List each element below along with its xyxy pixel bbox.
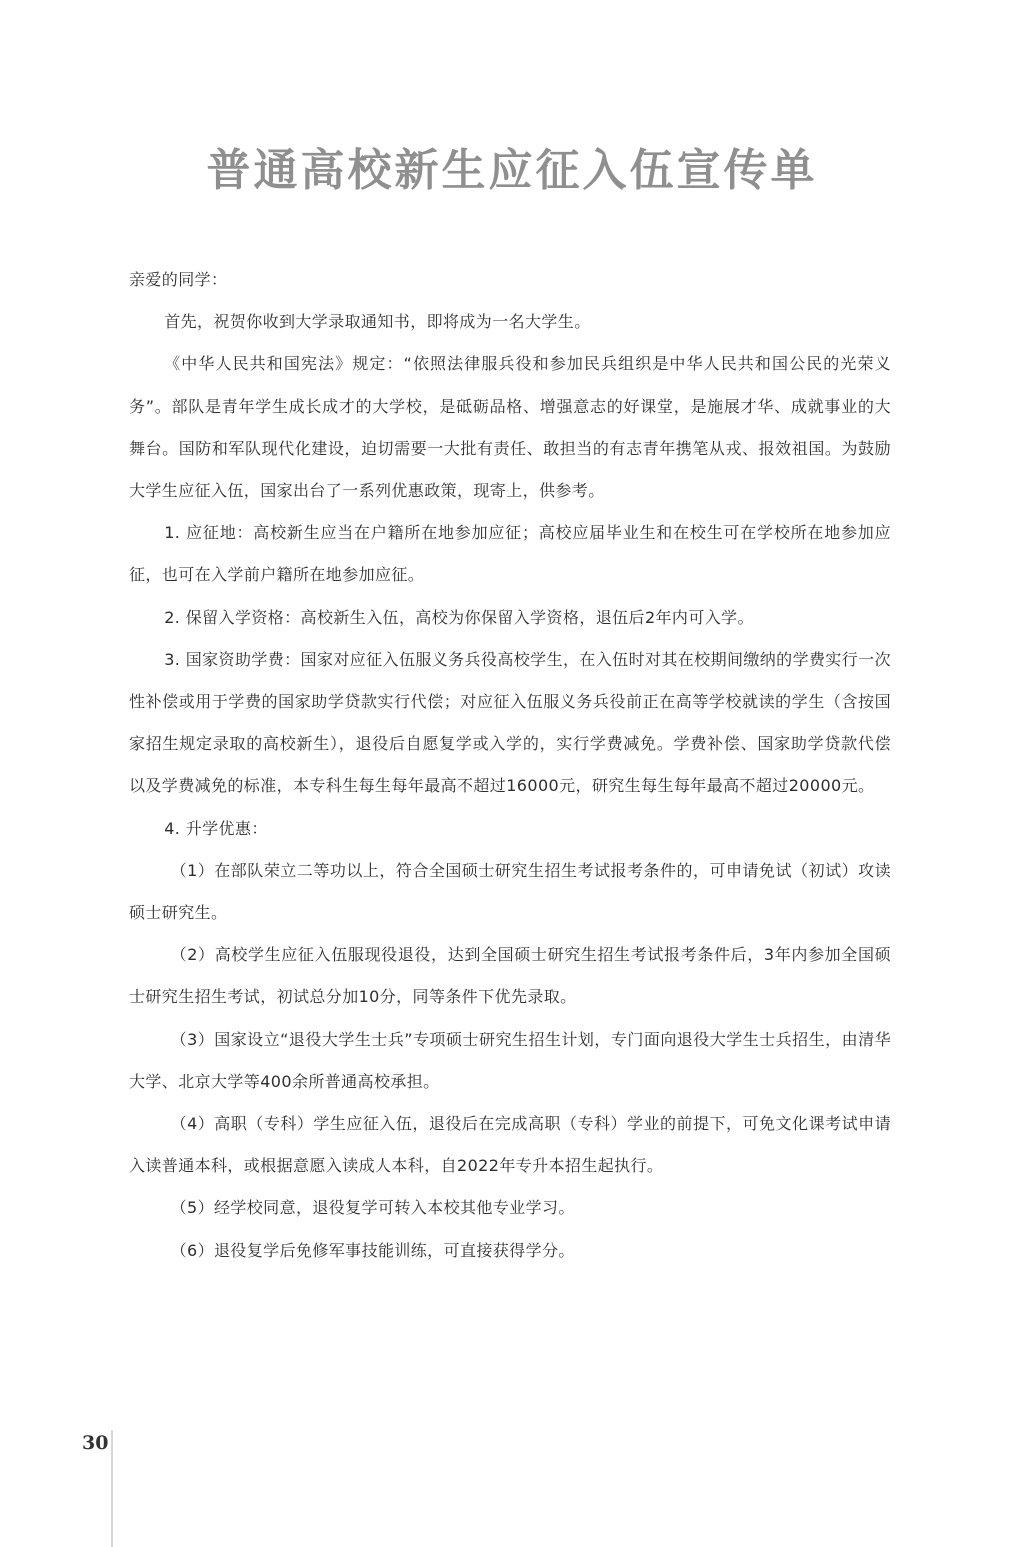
sub-item-credit-exemption: （6）退役复学后免修军事技能训练，可直接获得学分。 bbox=[170, 1240, 575, 1260]
page-title: 普通高校新生应征入伍宣传单 bbox=[206, 145, 818, 196]
page-number: 30 bbox=[82, 1432, 109, 1454]
greeting: 亲爱的同学： bbox=[129, 270, 228, 289]
policy-item-tuition-aid: 3. 国家资助学费：国家对应征入伍服义务兵役高校学生，在入伍时对其在校期间缴纳的学费实行一次性补偿或用于学费的国家助学贷款实行代偿；对应征入伍服义务兵役前正在高等学校就读的学生（含按国家招生规定录取的高校新生），退役后自愿复学或入学的，实行学费减免。学费补偿、国家助学贷款代偿以及学费减免的标准，本专科生每生每年最高不超过16000元，研究生每生每年最高不超过20000元。 bbox=[129, 649, 891, 796]
document-body bbox=[129, 259, 891, 1272]
sub-item-vocational-upgrade: （4）高职（专科）学生应征入伍，退役后在完成高职（专科）学业的前提下，可免文化课考试申请入读普通本科，或根据意愿入读成人本科，自2022年专升本招生起执行。 bbox=[129, 1114, 891, 1176]
sub-item-bonus-points: （2）高校学生应征入伍服现役退役，达到全国硕士研究生招生考试报考条件后，3年内参加全国硕士研究生招生考试，初试总分加10分，同等条件下优先录取。 bbox=[129, 945, 891, 1007]
sub-item-special-plan: （3）国家设立“退役大学生士兵”专项硕士研究生招生计划，专门面向退役大学生士兵招生，由清华大学、北京大学等400余所普通高校承担。 bbox=[129, 1029, 891, 1091]
sub-item-merit-exemption: （1）在部队荣立二等功以上，符合全国硕士研究生招生考试报考条件的，可申请免试（初试）攻读硕士研究生。 bbox=[129, 860, 891, 923]
sub-item-major-transfer: （5）经学校同意，退役复学可转入本校其他专业学习。 bbox=[170, 1198, 575, 1218]
margin-divider bbox=[111, 1430, 113, 1547]
policy-item-enlistment-location: 1. 应征地：高校新生应当在户籍所在地参加应征；高校应届毕业生和在校生可在学校所在地参加应征，也可在入学前户籍所在地参加应征。 bbox=[129, 523, 891, 585]
paragraph-constitution: 《中华人民共和国宪法》规定：“依照法律服兵役和参加民兵组织是中华人民共和国公民的光荣义务”。部队是青年学生成长成才的大学校，是砥砺品格、增强意志的好课堂，是施展才华、成就事业的大舞台。国防和军队现代化建设，迫切需要一大批有责任、敢担当的有志青年携笔从戎、报效祖国。为鼓励大学生应征入伍，国家出台了一系列优惠政策，现寄上，供参考。 bbox=[129, 354, 891, 501]
paragraph-congratulations: 首先，祝贺你收到大学录取通知书，即将成为一名大学生。 bbox=[164, 312, 591, 332]
policy-item-further-education: 4. 升学优惠： bbox=[164, 818, 268, 838]
policy-item-enrollment-retention: 2. 保留入学资格：高校新生入伍，高校为你保留入学资格，退伍后2年内可入学。 bbox=[164, 607, 754, 627]
